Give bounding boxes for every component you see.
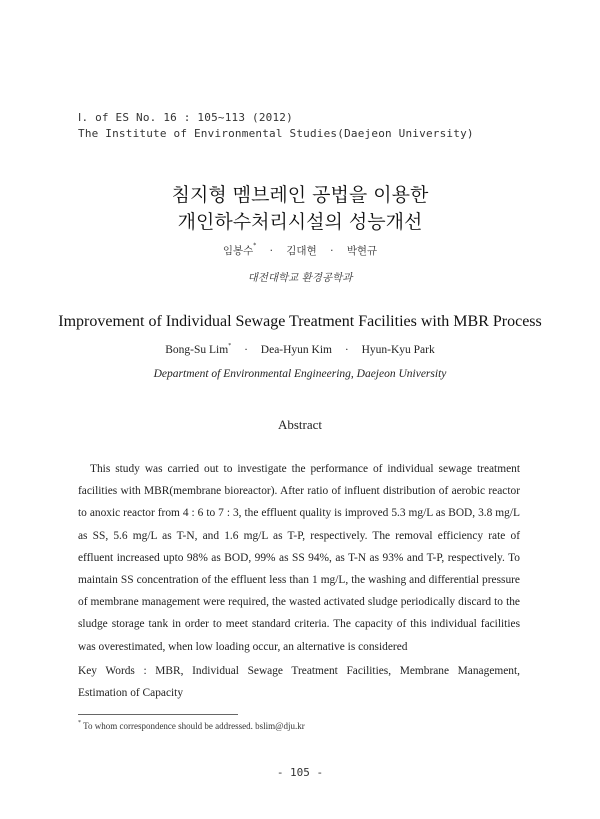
footnote	[78, 721, 305, 731]
abstract-paragraph: This study was carried out to investigate the performance of individual sewage treatment facilities with MBR(membrane bioreactor). After ratio of influent distribution of aerobic reactor to anoxic reactor from 4 : 6 to 7 : 3, the effluent quality is improved 5.3 mg/L as BOD, 3.8 mg/L as SS, 5.6 mg/L as T-N, and 1.6 mg/L as T-P, respectively. The removal efficiency rate of effluent increased upto 98% as BOD, 99% as SS 94%, as T-N as 93% and T-P, respectively. To maintain SS concentration of the effluent less than 1 mg/L, the washing and differential pressure of membrane management were required, the wasted activated sludge periodically discard to the sludge storage tank in order to meet standard criteria. The capacity of this individual facilities was overestimated, when low loading occur, an alternative is considered	[78, 463, 520, 653]
korean-authors	[0, 243, 600, 258]
english-author-3: Hyun-Kyu Park	[361, 344, 435, 356]
korean-author-1: 임봉수	[222, 245, 254, 257]
footnote-mark: *	[78, 720, 81, 726]
author-separator: ·	[244, 344, 248, 356]
keywords: Key Words : MBR, Individual Sewage Treatment Facilities, Membrane Management, Estimation of Capacity	[78, 665, 520, 699]
corresponding-mark: *	[228, 343, 232, 349]
author-separator: ·	[330, 245, 334, 257]
english-title: Improvement of Individual Sewage Treatment Facilities with MBR Process	[58, 313, 542, 330]
english-author-2: Dea-Hyun Kim	[260, 344, 332, 356]
journal-citation: Ⅰ. of ES No. 16 : 105~113 (2012)	[78, 111, 293, 124]
english-author-1: Bong-Su Lim	[165, 344, 229, 356]
author-separator: ·	[269, 245, 273, 257]
page-number: - 105 -	[276, 766, 324, 779]
corresponding-mark: *	[253, 242, 257, 249]
korean-title-line1: 침지형 멤브레인 공법을 이용한	[171, 184, 429, 206]
abstract-body	[78, 458, 520, 658]
english-authors	[0, 344, 600, 356]
korean-author-3: 박현규	[346, 245, 378, 257]
korean-author-2: 김대현	[286, 245, 317, 257]
footnote-divider	[78, 714, 238, 715]
english-affiliation: Department of Environmental Engineering, Daejeon University	[153, 368, 447, 380]
institute-name: The Institute of Environmental Studies(Daejeon University)	[78, 127, 474, 140]
footnote-text: To whom correspondence should be addressed. bslim@dju.kr	[81, 721, 305, 731]
korean-title-line2: 개인하수처리시설의 성능개선	[177, 211, 423, 233]
author-separator: ·	[344, 344, 349, 356]
korean-affiliation: 대전대학교 환경공학과	[247, 272, 353, 284]
abstract-heading: Abstract	[277, 417, 323, 432]
